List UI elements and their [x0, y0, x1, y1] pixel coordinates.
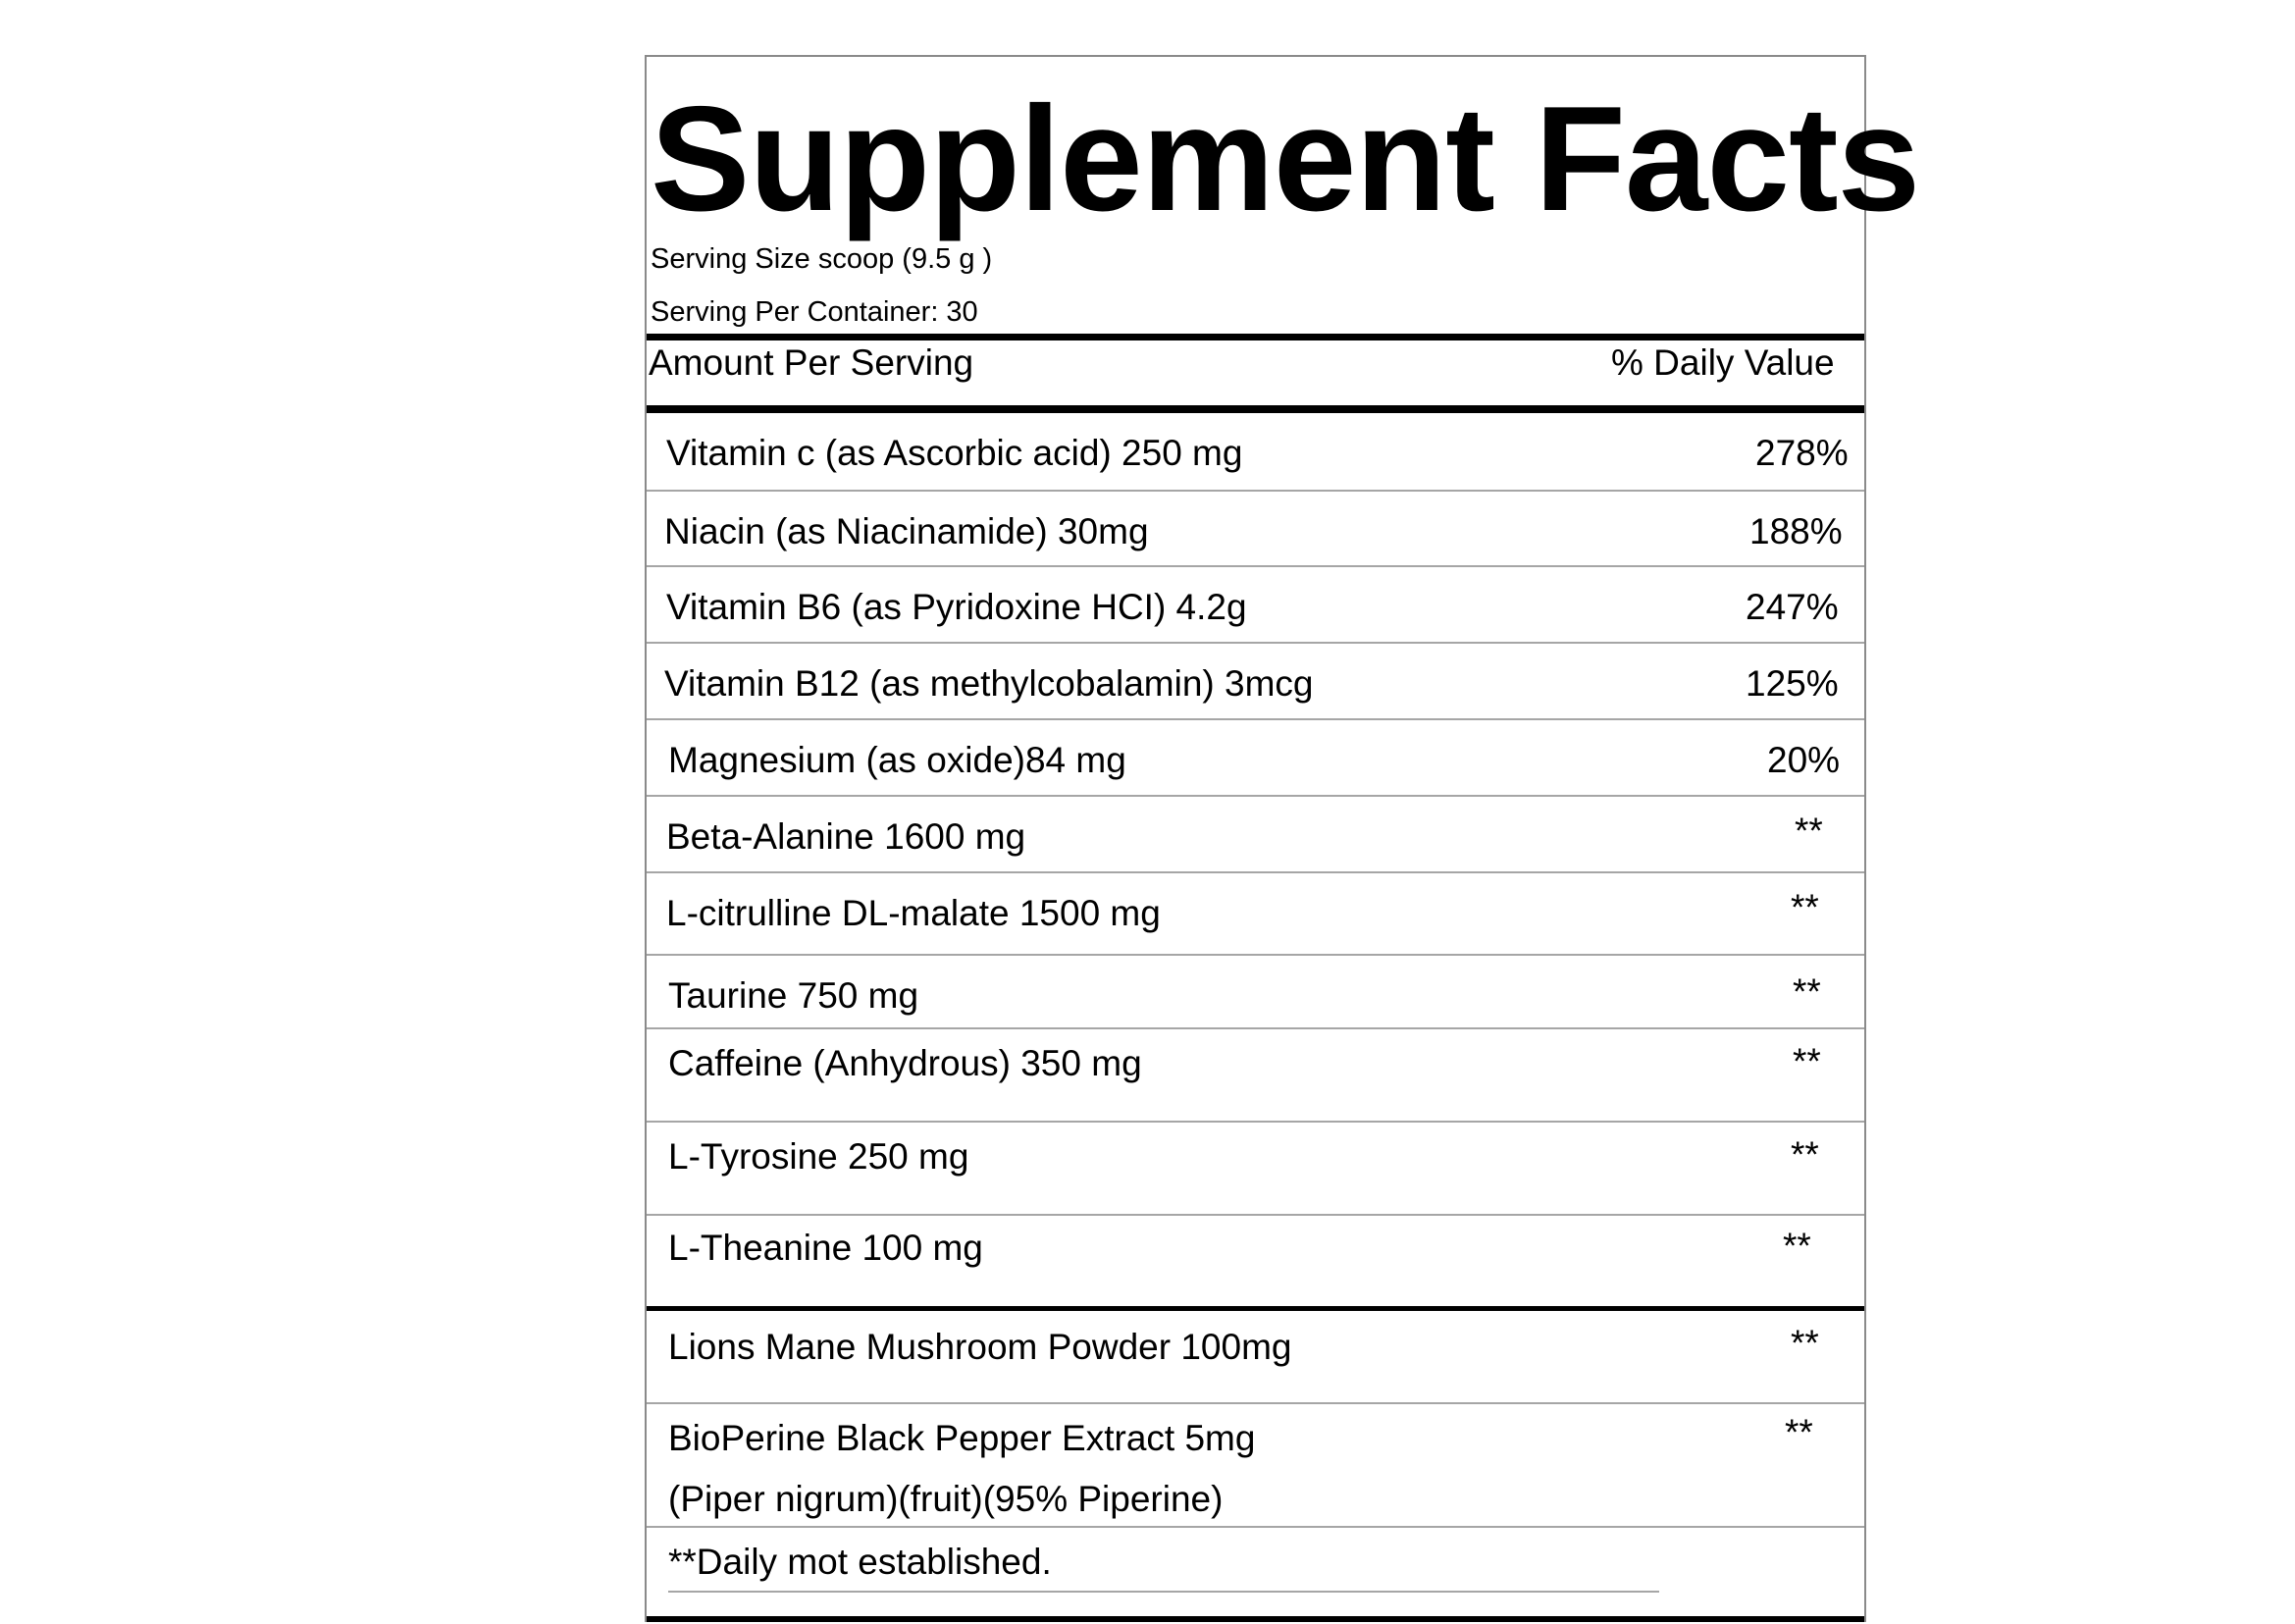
nutrient-row — [647, 1123, 1864, 1216]
nutrient-name: L-Tyrosine 250 mg — [668, 1136, 969, 1177]
nutrient-name: L-citrulline DL-malate 1500 mg — [666, 893, 1161, 933]
nutrient-name: Vitamin B6 (as Pyridoxine HCI) 4.2g — [666, 587, 1247, 627]
nutrient-row — [647, 1216, 1864, 1307]
nutrient-name: L-Theanine 100 mg — [668, 1228, 983, 1268]
daily-value: ** — [1785, 1412, 1813, 1452]
daily-value: ** — [1793, 971, 1821, 1012]
nutrient-name: Magnesium (as oxide)84 mg — [668, 740, 1126, 780]
nutrient-row — [647, 797, 1864, 873]
daily-value: 125% — [1746, 663, 1839, 704]
daily-value: 247% — [1746, 587, 1839, 627]
nutrient-name: Lions Mane Mushroom Powder 100mg — [668, 1327, 1292, 1367]
daily-value: 278% — [1755, 433, 1849, 473]
thick-divider — [647, 405, 1864, 413]
nutrient-name: Vitamin B12 (as methylcobalamin) 3mcg — [664, 663, 1314, 704]
thick-divider — [647, 334, 1864, 341]
daily-value: ** — [1793, 1041, 1821, 1081]
bottom-divider — [647, 1616, 1864, 1622]
daily-value: ** — [1791, 1134, 1819, 1175]
daily-value: ** — [1791, 1323, 1819, 1363]
nutrient-row — [647, 1311, 1864, 1404]
nutrient-name: BioPerine Black Pepper Extract 5mg — [668, 1418, 1256, 1458]
nutrient-name: Taurine 750 mg — [668, 975, 919, 1016]
daily-value-header: % Daily Value — [1611, 342, 1835, 383]
nutrient-name-line2: (Piper nigrum)(fruit)(95% Piperine) — [668, 1479, 1224, 1519]
panel-title: Supplement Facts — [651, 76, 1920, 242]
nutrient-name: Caffeine (Anhydrous) 350 mg — [668, 1043, 1142, 1083]
nutrient-row — [647, 720, 1864, 797]
footnote-section — [647, 1528, 1864, 1624]
footnote-underline — [668, 1591, 1659, 1593]
serving-size: Serving Size scoop (9.5 g ) — [651, 243, 993, 275]
daily-value: 20% — [1767, 740, 1841, 780]
nutrient-row — [647, 873, 1864, 956]
daily-value: 188% — [1749, 511, 1843, 551]
nutrient-row — [647, 1029, 1864, 1123]
amount-per-serving-header: Amount Per Serving — [649, 342, 974, 383]
supplement-facts-panel — [645, 55, 1920, 1622]
nutrient-row — [647, 644, 1864, 720]
servings-per-container: Serving Per Container: 30 — [651, 296, 978, 328]
nutrient-row — [647, 956, 1864, 1029]
daily-value: ** — [1791, 887, 1819, 927]
nutrient-name: Vitamin c (as Ascorbic acid) 250 mg — [666, 433, 1243, 473]
nutrient-name: Niacin (as Niacinamide) 30mg — [664, 511, 1149, 551]
nutrient-row — [647, 492, 1864, 567]
footnote-text: **Daily mot established. — [668, 1542, 1052, 1582]
nutrient-row — [647, 567, 1864, 644]
daily-value: ** — [1783, 1226, 1811, 1266]
nutrient-row — [647, 1404, 1864, 1528]
nutrient-row — [647, 413, 1864, 492]
daily-value: ** — [1795, 811, 1823, 851]
nutrient-name: Beta-Alanine 1600 mg — [666, 816, 1026, 857]
